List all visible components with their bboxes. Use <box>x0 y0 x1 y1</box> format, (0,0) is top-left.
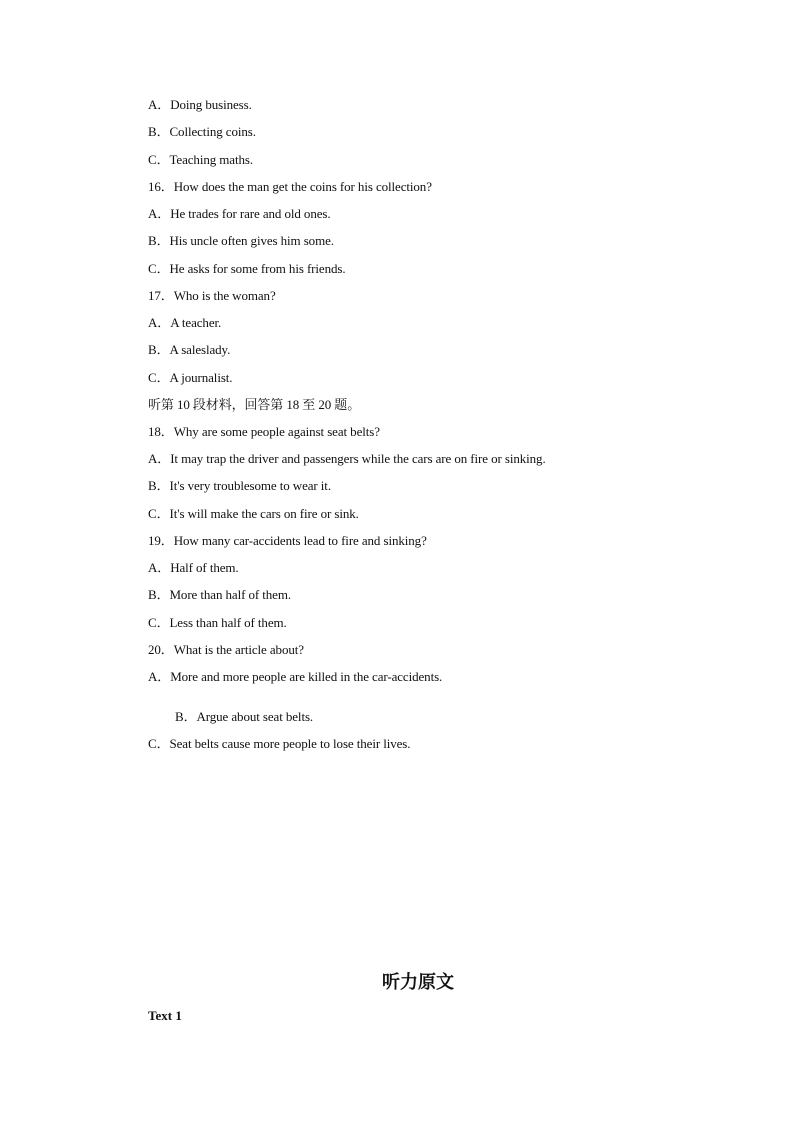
instruction-line: 听第 10 段材料，回答第 18 至 20 题。 <box>148 397 361 412</box>
option-line: B．Collecting coins. <box>148 124 256 139</box>
question-line: 16．How does the man get the coins for his collection? <box>148 179 432 194</box>
option-line: B．Argue about seat belts. <box>175 709 314 724</box>
option-line: A．Half of them. <box>148 560 239 575</box>
question-line: 18．Why are some people against seat belts? <box>148 424 380 439</box>
option-line: C．Less than half of them. <box>148 615 287 630</box>
question-line: 20．What is the article about? <box>148 642 304 657</box>
question-line: 19．How many car-accidents lead to fire and sinking? <box>148 533 427 548</box>
section-subtitle: Text 1 <box>148 1008 182 1023</box>
option-line: C．It's will make the cars on fire or sink. <box>148 506 359 521</box>
option-line: B．More than half of them. <box>148 587 291 602</box>
section-title: 听力原文 <box>382 972 454 993</box>
option-line: B．It's very troublesome to wear it. <box>148 478 331 493</box>
option-line: C．Seat belts cause more people to lose their lives. <box>148 736 411 751</box>
option-line: A．He trades for rare and old ones. <box>148 206 331 221</box>
option-line: C．Teaching maths. <box>148 152 253 167</box>
option-line: B．A saleslady. <box>148 342 231 357</box>
question-line: 17．Who is the woman? <box>148 288 276 303</box>
option-line: C．A journalist. <box>148 370 233 385</box>
option-line: A．A teacher. <box>148 315 222 330</box>
option-line: A．It may trap the driver and passengers while the cars are on fire or sinking. <box>148 451 546 466</box>
option-line: A．Doing business. <box>148 97 252 112</box>
option-line: C．He asks for some from his friends. <box>148 261 346 276</box>
option-line: A．More and more people are killed in the car-accidents. <box>148 669 443 684</box>
option-line: B．His uncle often gives him some. <box>148 233 334 248</box>
